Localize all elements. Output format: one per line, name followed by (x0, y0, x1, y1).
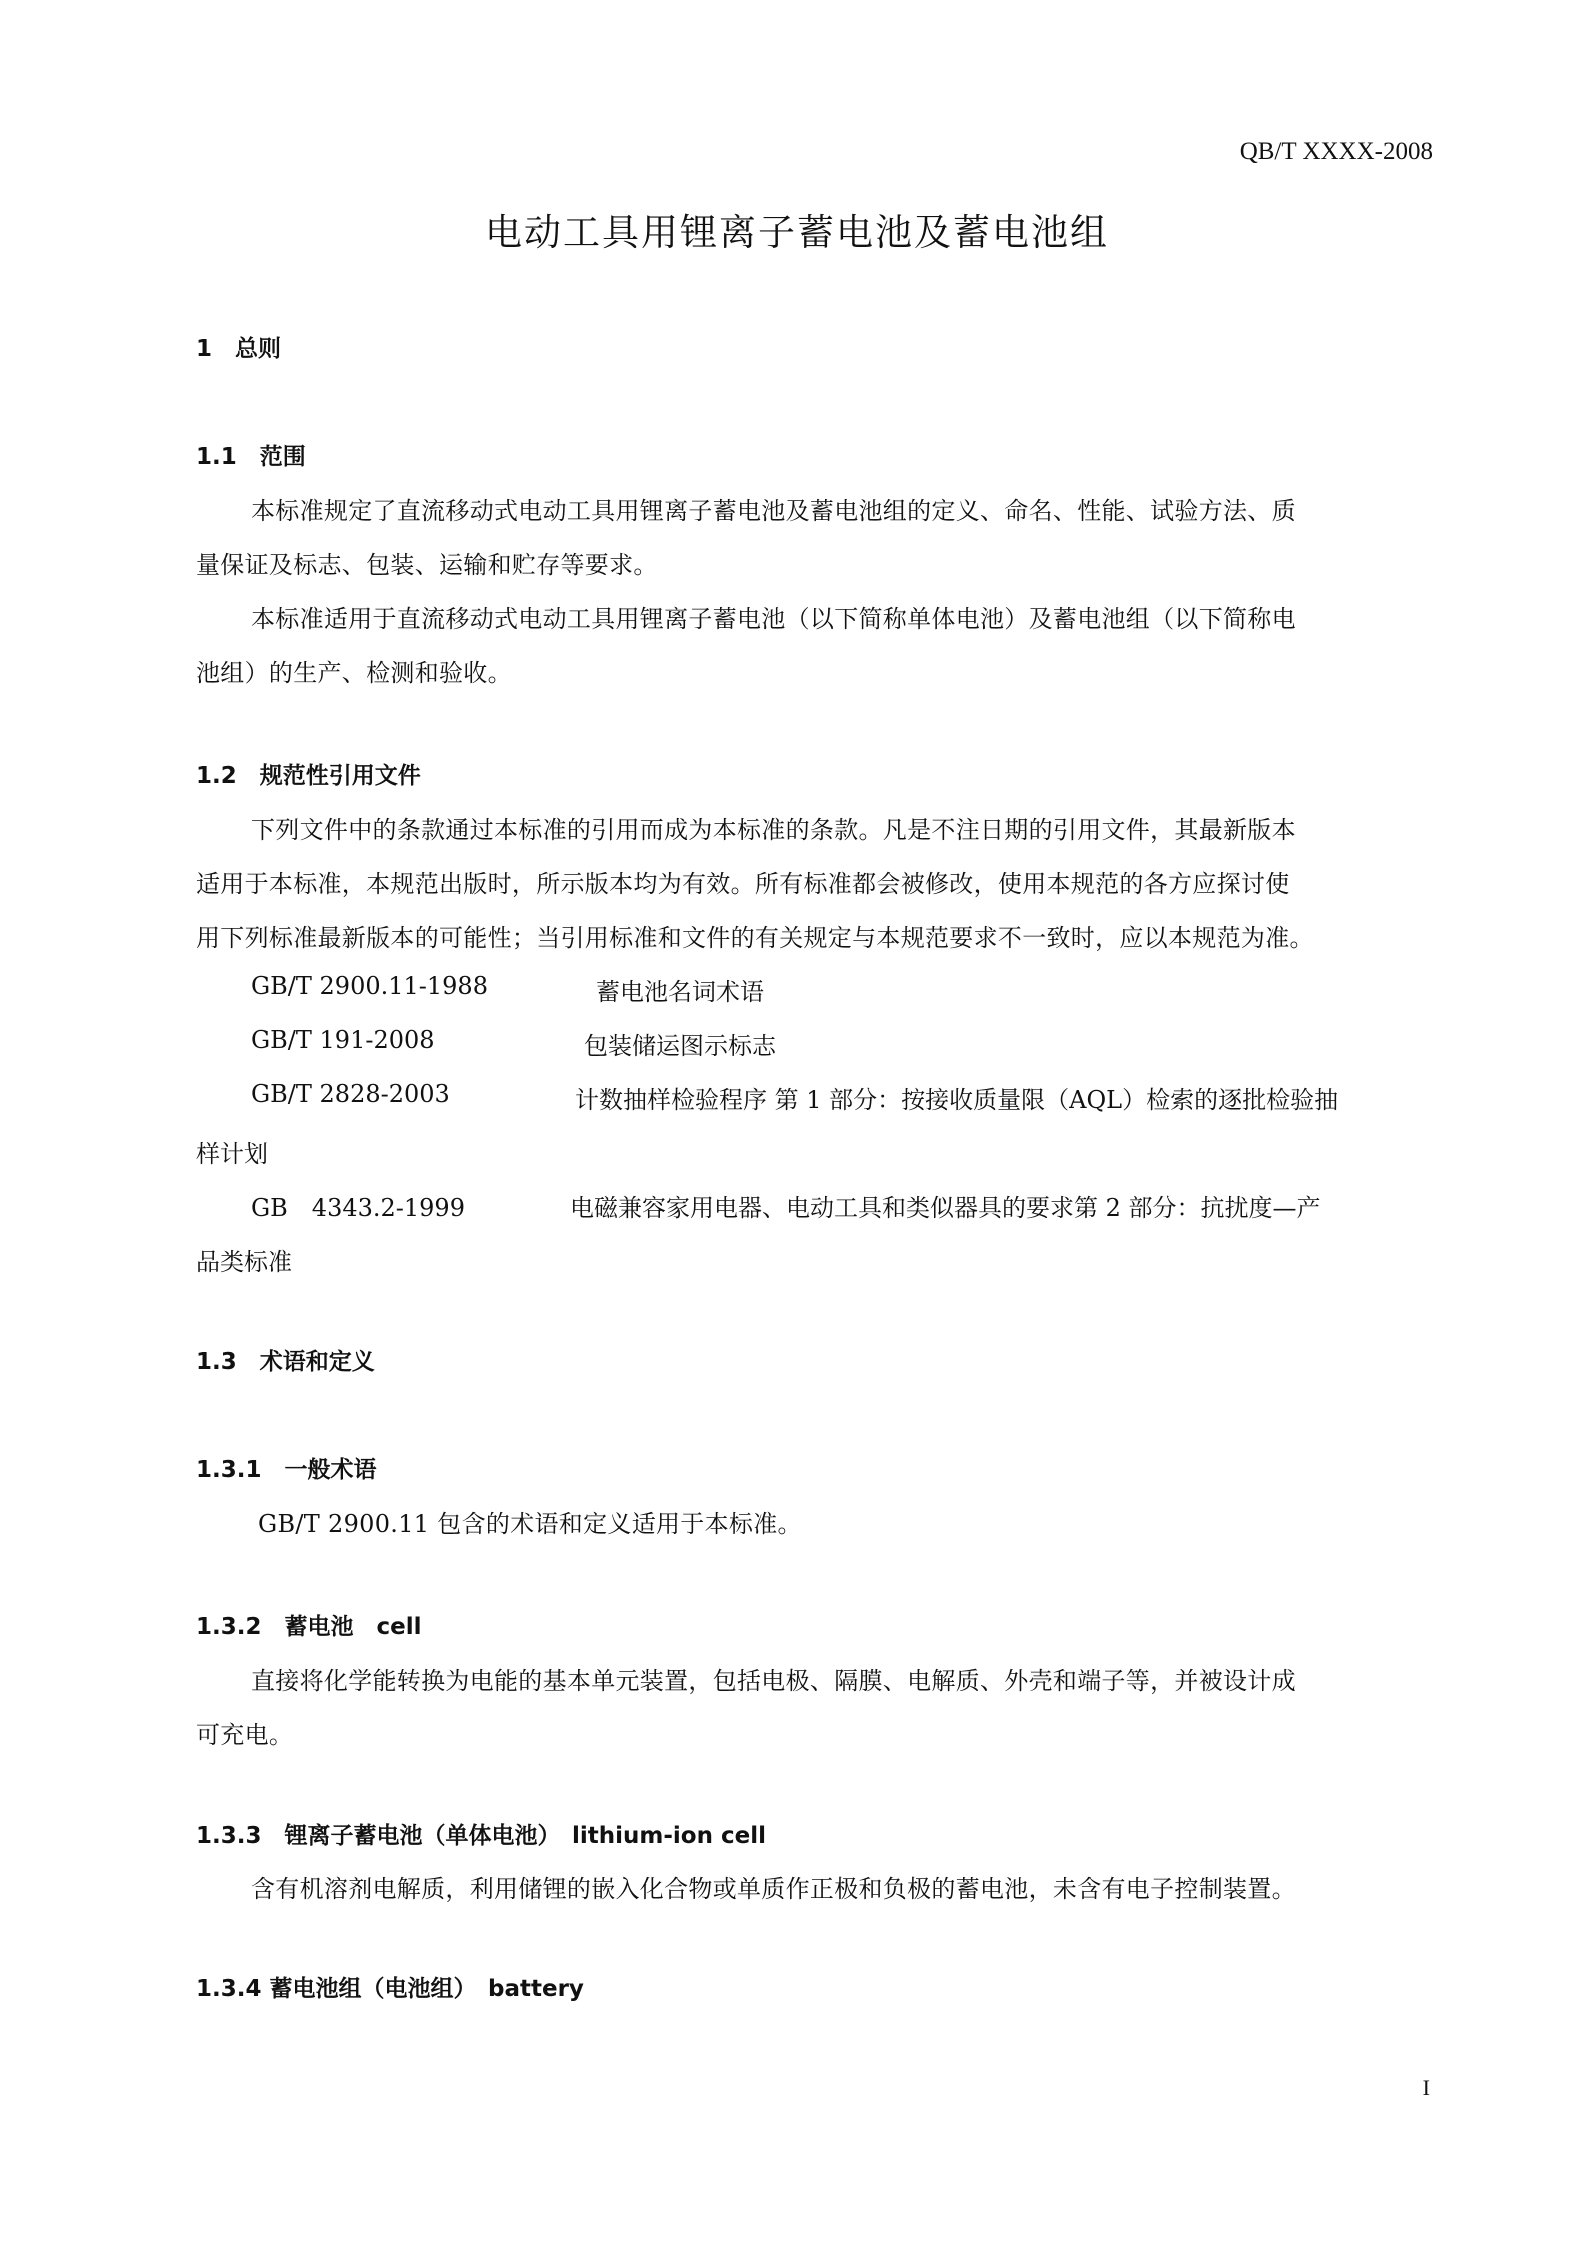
document-title: 电动工具用锂离子蓄电池及蓄电池组 (485, 211, 1109, 254)
document-code: QB/T XXXX-2008 (1239, 138, 1433, 165)
paragraph-line: 本标准适用于直流移动式电动工具用锂离子蓄电池（以下简称单体电池）及蓄电池组（以下简称电 (251, 605, 1296, 633)
paragraph-line: 池组）的生产、检测和验收。 (196, 659, 512, 687)
reference-title-continued: 样计划 (196, 1140, 268, 1168)
reference-code: GB 4343.2-1999 (251, 1194, 465, 1222)
section-heading-1-2: 1.2 规范性引用文件 (196, 763, 421, 789)
reference-code: GB/T 191-2008 (251, 1026, 435, 1054)
paragraph-line: 可充电。 (196, 1721, 294, 1749)
paragraph-line: 下列文件中的条款通过本标准的引用而成为本标准的条款。凡是不注日期的引用文件，其最新版本 (251, 816, 1296, 844)
paragraph-line: GB/T 2900.11 包含的术语和定义适用于本标准。 (258, 1510, 802, 1538)
section-heading-1-3-3: 1.3.3 锂离子蓄电池（单体电池） lithium-ion cell (196, 1823, 766, 1849)
page-number: I (1422, 2075, 1430, 2100)
section-heading-1: 1 总则 (196, 336, 282, 362)
section-heading-1-3: 1.3 术语和定义 (196, 1349, 375, 1375)
paragraph-line: 量保证及标志、包装、运输和贮存等要求。 (196, 551, 658, 579)
paragraph-line: 用下列标准最新版本的可能性；当引用标准和文件的有关规定与本规范要求不一致时，应以本规范为准。 (196, 924, 1314, 952)
section-heading-1-1: 1.1 范围 (196, 444, 306, 470)
paragraph-line: 含有机溶剂电解质，利用储锂的嵌入化合物或单质作正极和负极的蓄电池，未含有电子控制装置。 (251, 1875, 1296, 1903)
paragraph-line: 本标准规定了直流移动式电动工具用锂离子蓄电池及蓄电池组的定义、命名、性能、试验方法、质 (251, 497, 1296, 525)
reference-title: 计数抽样检验程序 第 1 部分：按接收质量限（AQL）检索的逐批检验抽 (575, 1086, 1339, 1114)
section-heading-1-3-4: 1.3.4 蓄电池组（电池组） battery (196, 1976, 584, 2002)
reference-title: 电磁兼容家用电器、电动工具和类似器具的要求第 2 部分：抗扰度—产 (570, 1194, 1321, 1222)
paragraph-line: 适用于本标准，本规范出版时，所示版本均为有效。所有标准都会被修改，使用本规范的各方应探讨使 (196, 870, 1290, 898)
reference-title: 蓄电池名词术语 (596, 978, 764, 1006)
reference-code: GB/T 2828-2003 (251, 1080, 450, 1108)
section-heading-1-3-1: 1.3.1 一般术语 (196, 1457, 377, 1483)
reference-title: 包装储运图示标志 (584, 1032, 776, 1060)
reference-code: GB/T 2900.11-1988 (251, 972, 488, 1000)
paragraph-line: 直接将化学能转换为电能的基本单元装置，包括电极、隔膜、电解质、外壳和端子等，并被设计成 (251, 1667, 1296, 1695)
reference-title-continued: 品类标准 (196, 1248, 292, 1276)
section-heading-1-3-2: 1.3.2 蓄电池 cell (196, 1614, 422, 1640)
